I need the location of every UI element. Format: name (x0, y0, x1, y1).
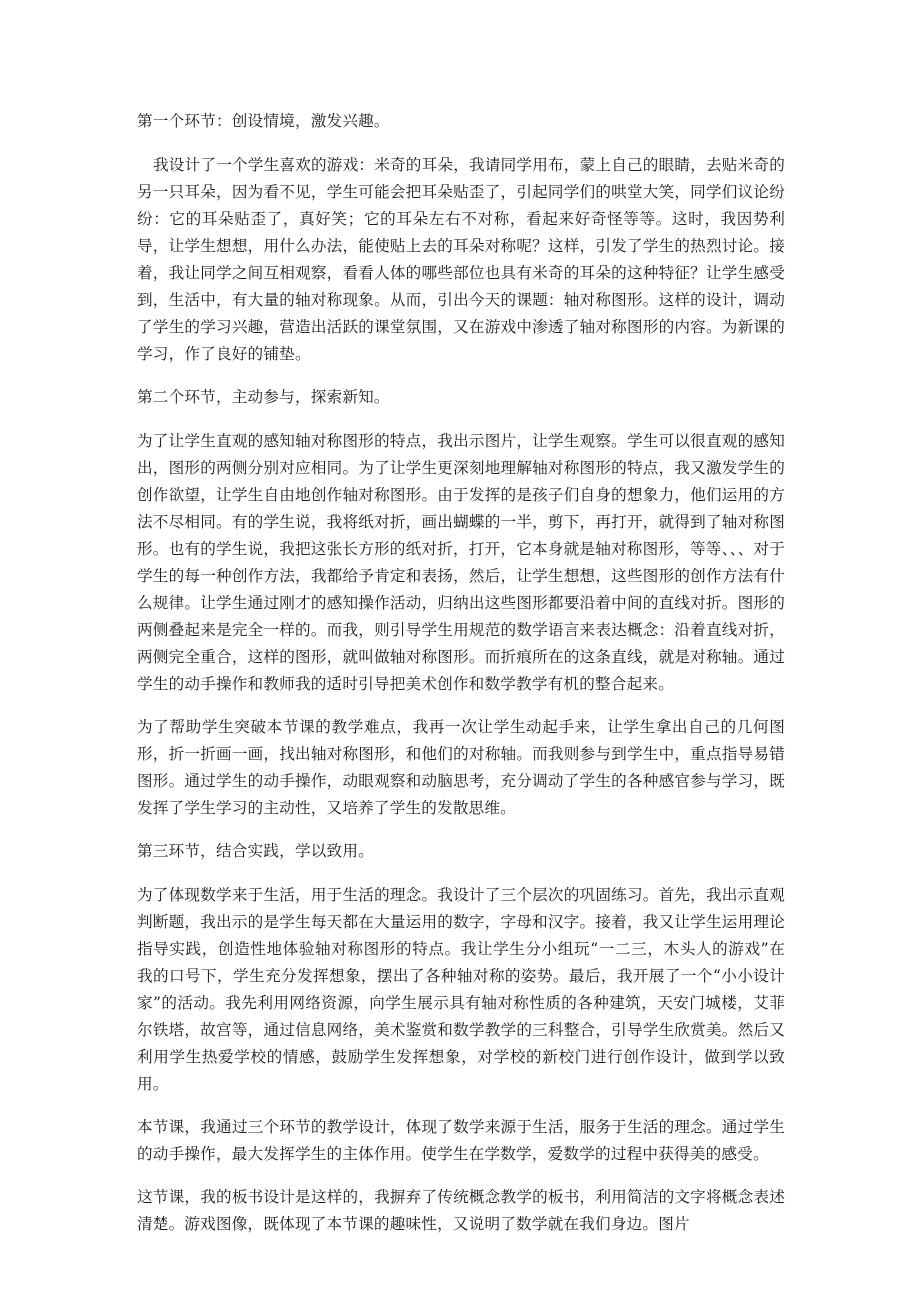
section-2-paragraph-2: 为了帮助学生突破本节课的教学难点，我再一次让学生动起手来，让学生拿出自己的几何图形，折一折画一画，找出轴对称图形，和他们的对称轴。而我则参与到学生中，重点指导易错图形。通过学生的动手操作，动眼观察和动脑思考，充分调动了学生的各种感官参与学习，既发挥了学生学习的主动性，又培养了学生的发散思维。 (137, 718, 785, 817)
summary-paragraph: 本节课，我通过三个环节的教学设计，体现了数学来源于生活，服务于生活的理念。通过学生的动手操作，最大发挥学生的主体作用。使学生在学数学，爱数学的过程中获得美的感受。 (137, 1118, 785, 1163)
section-2-heading: 第二个环节，主动参与，探索新知。 (137, 388, 390, 406)
section-3-paragraph: 为了体现数学来于生活，用于生活的理念。我设计了三个层次的巩固练习。首先，我出示直观判断题，我出示的是学生每天都在大量运用的数字，字母和汉字。接着，我又让学生运用理论指导实践，创造性地体验轴对称图形的特点。我让学生分小组玩“一二三，木头人的游戏”在我的口号下，学生充分发挥想象，摆出了各种轴对称的姿势。最后，我开展了一个“小小设计家”的活动。我先利用网络资源，向学生展示具有轴对称性质的各种建筑，天安门城楼，艾菲尔铁塔，故宫等，通过信息网络，美术鉴赏和数学教学的三科整合，引导学生欣赏美。然后又利用学生热爱学校的情感，鼓励学生发挥想象，对学校的新校门进行创作设计，做到学以致用。 (137, 886, 785, 1093)
section-1-paragraph: 我设计了一个学生喜欢的游戏：米奇的耳朵，我请同学用布，蒙上自己的眼睛，去贴米奇的另一只耳朵，因为看不见，学生可能会把耳朵贴歪了，引起同学们的哄堂大笑，同学们议论纷纷：它的耳朵贴歪了，真好笑；它的耳朵左右不对称，看起来好奇怪等等。这时，我因势利导，让学生想想，用什么办法，能使贴上去的耳朵对称呢？这样，引发了学生的热烈讨论。接着，我让同学之间互相观察，看看人体的哪些部位也具有米奇的耳朵的这种特征？让学生感受到，生活中，有大量的轴对称现象。从而，引出今天的课题：轴对称图形。这样的设计，调动了学生的学习兴趣，营造出活跃的课堂氛围，又在游戏中渗透了轴对称图形的内容。为新课的学习，作了良好的铺垫。 (137, 156, 785, 363)
section-1-heading: 第一个环节：创设情境，激发兴趣。 (137, 112, 390, 130)
document-body (137, 108, 785, 1254)
section-2-paragraph-1: 为了让学生直观的感知轴对称图形的特点，我出示图片，让学生观察。学生可以很直观的感知出，图形的两侧分别对应相同。为了让学生更深刻地理解轴对称图形的特点，我又激发学生的创作欲望，让学生自由地创作轴对称图形。由于发挥的是孩子们自身的想象力，他们运用的方法不尽相同。有的学生说，我将纸对折，画出蝴蝶的一半，剪下，再打开，就得到了轴对称图形。也有的学生说，我把这张长方形的纸对折，打开，它本身就是轴对称图形，等等、、、对于学生的每一种创作方法，我都给予肯定和表扬，然后，让学生想想，这些图形的创作方法有什么规律。让学生通过刚才的感知操作活动，归纳出这些图形都要沿着中间的直线对折。图形的两侧叠起来是完全一样的。而我，则引导学生用规范的数学语言来表达概念：沿着直线对折，两侧完全重合，这样的图形，就叫做轴对称图形。而折痕所在的这条直线，就是对称轴。通过学生的动手操作和教师我的适时引导把美术创作和数学教学有机的整合起来。 (137, 432, 785, 693)
board-design-paragraph: 这节课，我的板书设计是这样的，我摒弃了传统概念教学的板书，利用简洁的文字将概念表述清楚。游戏图像，既体现了本节课的趣味性，又说明了数学就在我们身边。图片 (137, 1188, 785, 1233)
section-3-heading: 第三环节，结合实践，学以致用。 (137, 842, 374, 860)
